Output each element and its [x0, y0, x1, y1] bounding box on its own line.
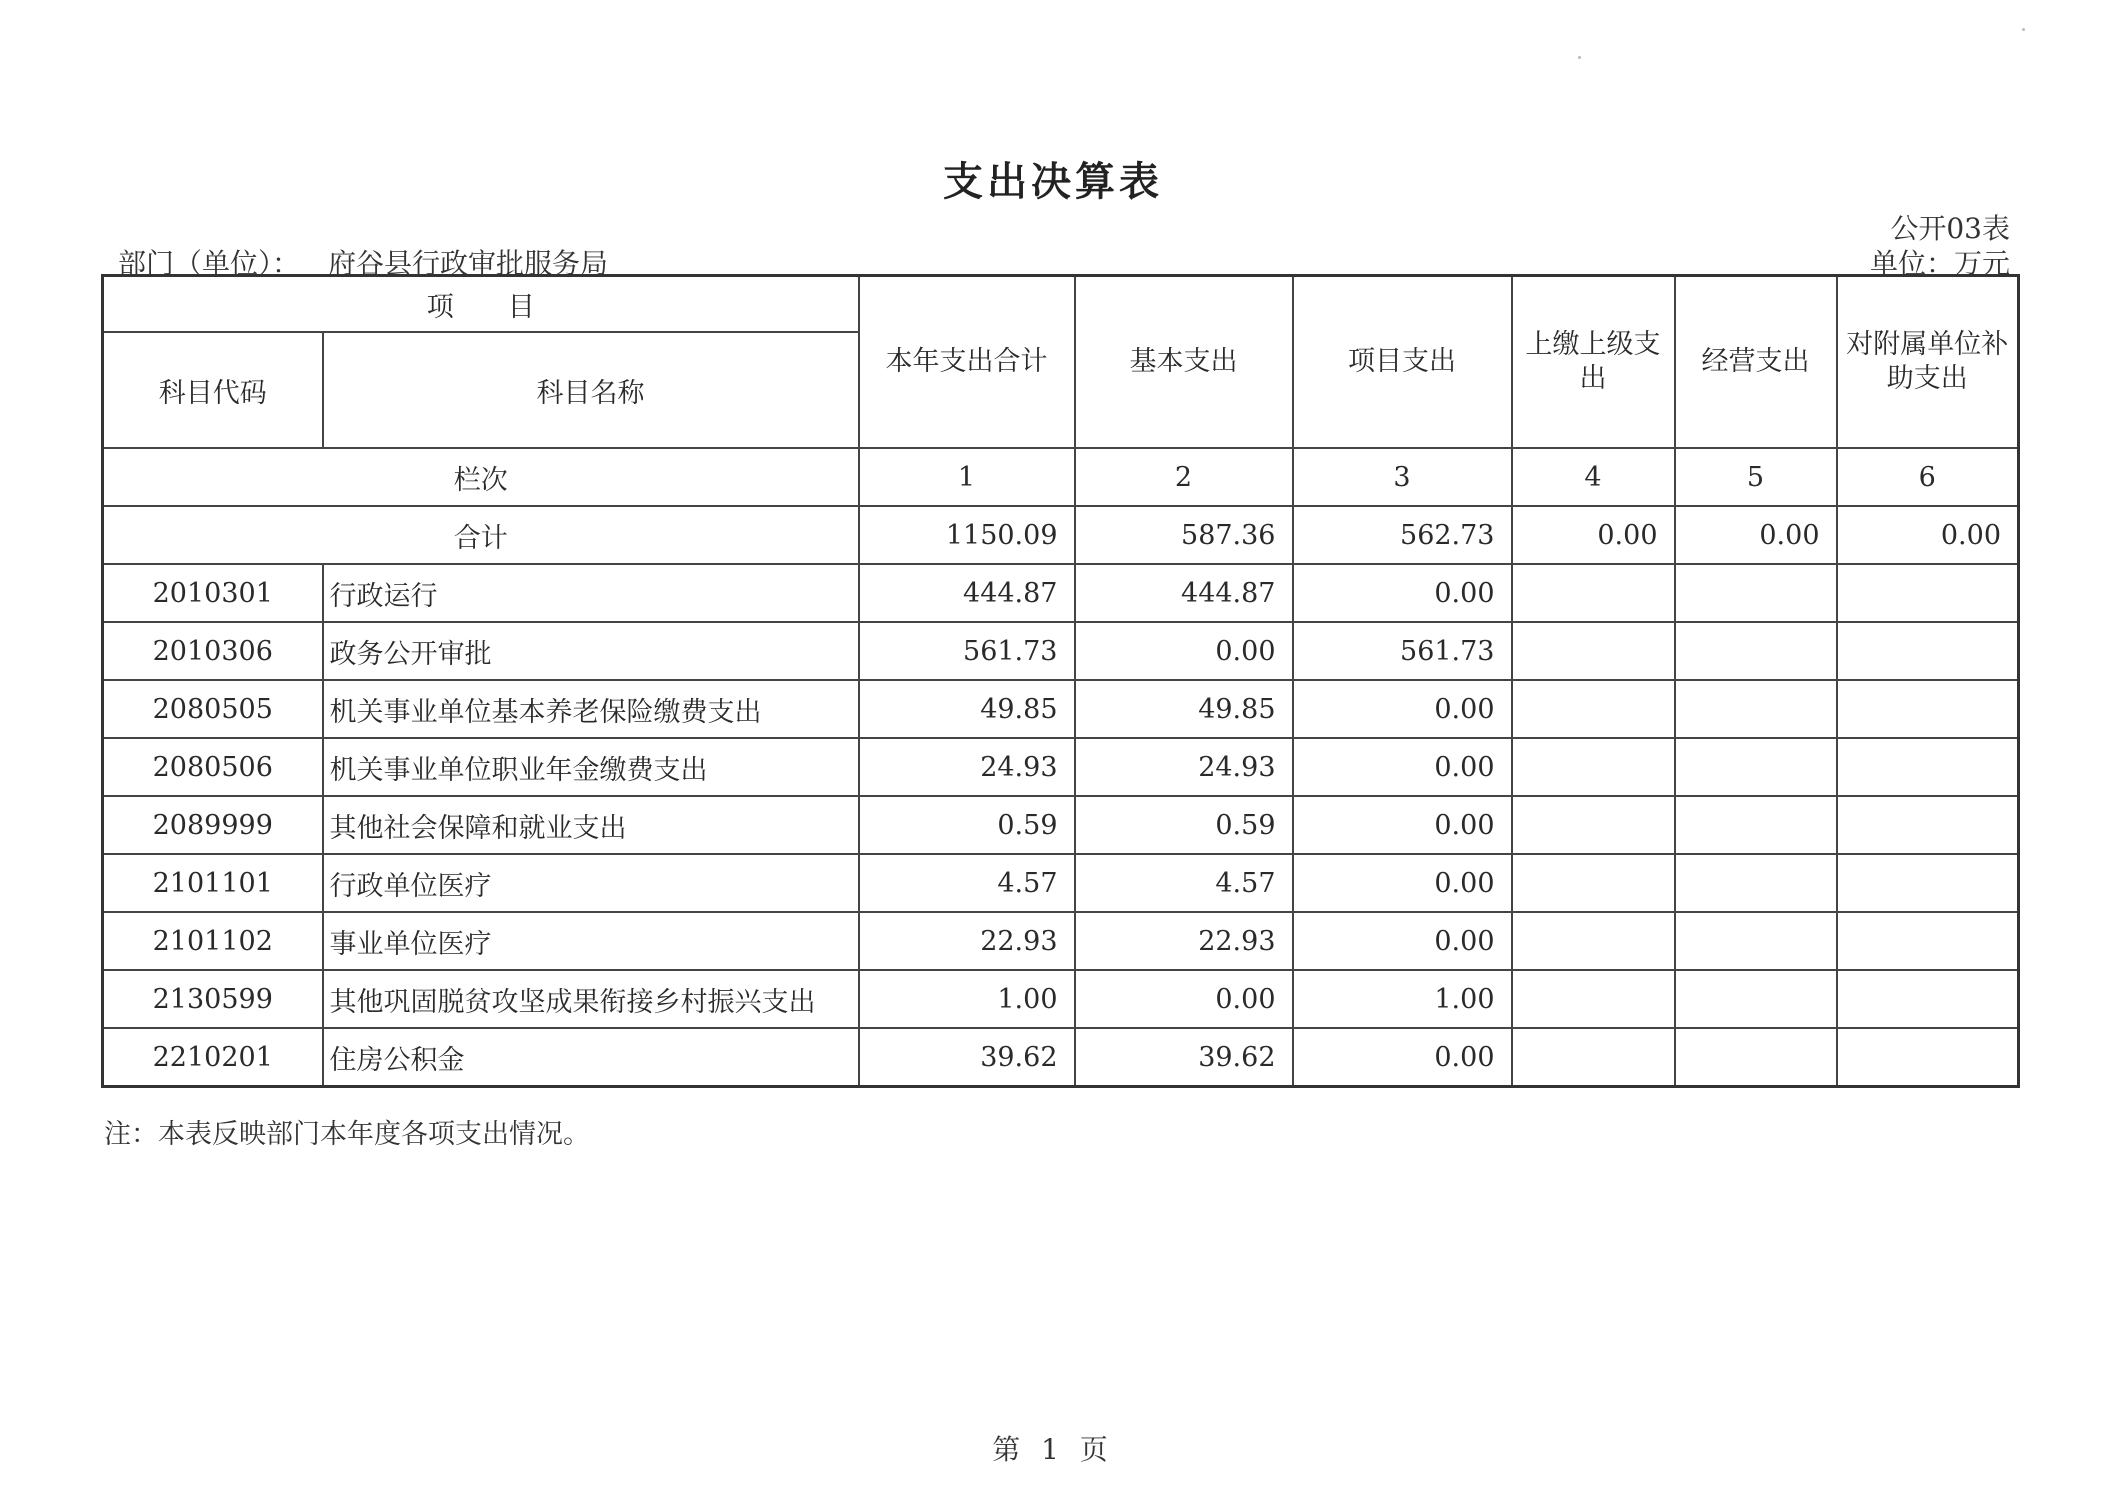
row-project: 0.00 [1293, 564, 1512, 622]
page-number: 第 1 页 [992, 1433, 1114, 1466]
row-project: 561.73 [1293, 622, 1512, 680]
row-project: 0.00 [1293, 738, 1512, 796]
row-project: 0.00 [1293, 796, 1512, 854]
row-total: 1.00 [859, 970, 1075, 1028]
total-row [103, 506, 2019, 564]
row-basic: 49.85 [1075, 680, 1293, 738]
row-total: 24.93 [859, 738, 1075, 796]
row-basic: 444.87 [1075, 564, 1293, 622]
row-name: 行政单位医疗 [323, 854, 859, 912]
form-number: 公开03表 [1890, 212, 2010, 245]
row-empty-cell [1675, 854, 1837, 912]
row-basic: 22.93 [1075, 912, 1293, 970]
row-empty-cell [1512, 564, 1675, 622]
row-empty-cell [1675, 912, 1837, 970]
row-code: 2080506 [103, 738, 323, 796]
row-empty-cell [1675, 796, 1837, 854]
row-code: 2080505 [103, 680, 323, 738]
row-empty-cell [1512, 738, 1675, 796]
row-empty-cell [1837, 970, 2019, 1028]
scan-speck [2022, 28, 2025, 31]
column-number: 2 [1075, 448, 1293, 506]
table-row [103, 970, 2019, 1028]
header-col6: 对附属单位补助支出 [1837, 276, 2019, 449]
row-code: 2089999 [103, 796, 323, 854]
row-empty-cell [1512, 854, 1675, 912]
header-col3: 项目支出 [1293, 276, 1512, 449]
department-name: 府谷县行政审批服务局 [328, 247, 609, 280]
header-code: 科目代码 [103, 332, 323, 448]
row-empty-cell [1675, 970, 1837, 1028]
row-total: 39.62 [859, 1028, 1075, 1087]
row-empty-cell [1837, 796, 2019, 854]
header-col1: 本年支出合计 [859, 276, 1075, 449]
expenditure-table [101, 274, 2020, 1088]
scan-speck [1578, 56, 1581, 59]
total-value: 1150.09 [859, 506, 1075, 564]
column-number: 4 [1512, 448, 1675, 506]
row-code: 2101102 [103, 912, 323, 970]
row-basic: 0.59 [1075, 796, 1293, 854]
total-value: 587.36 [1075, 506, 1293, 564]
table-row [103, 738, 2019, 796]
header-col4: 上缴上级支出 [1512, 276, 1675, 449]
department-label: 部门（单位）： [118, 247, 301, 280]
row-basic: 0.00 [1075, 622, 1293, 680]
table-note: 注：本表反映部门本年度各项支出情况。 [104, 1119, 590, 1150]
row-basic: 4.57 [1075, 854, 1293, 912]
row-name: 住房公积金 [323, 1028, 859, 1087]
total-value: 0.00 [1837, 506, 2019, 564]
row-empty-cell [1837, 738, 2019, 796]
row-name: 其他社会保障和就业支出 [323, 796, 859, 854]
header-row-1 [103, 276, 2019, 333]
header-project: 项 目 [103, 276, 859, 333]
row-project: 0.00 [1293, 1028, 1512, 1087]
row-project: 0.00 [1293, 854, 1512, 912]
row-empty-cell [1675, 564, 1837, 622]
column-number: 5 [1675, 448, 1837, 506]
row-code: 2010306 [103, 622, 323, 680]
table-row [103, 680, 2019, 738]
row-project: 0.00 [1293, 912, 1512, 970]
page-title: 支出决算表 [943, 158, 1163, 205]
header-name: 科目名称 [323, 332, 859, 448]
row-basic: 0.00 [1075, 970, 1293, 1028]
row-name: 事业单位医疗 [323, 912, 859, 970]
total-value: 0.00 [1512, 506, 1675, 564]
table-row [103, 622, 2019, 680]
row-empty-cell [1837, 622, 2019, 680]
row-code: 2210201 [103, 1028, 323, 1087]
column-number-row [103, 448, 2019, 506]
row-empty-cell [1675, 1028, 1837, 1087]
row-total: 444.87 [859, 564, 1075, 622]
row-empty-cell [1837, 680, 2019, 738]
row-empty-cell [1675, 738, 1837, 796]
row-empty-cell [1512, 912, 1675, 970]
row-empty-cell [1837, 854, 2019, 912]
row-empty-cell [1512, 1028, 1675, 1087]
row-name: 机关事业单位职业年金缴费支出 [323, 738, 859, 796]
row-empty-cell [1512, 680, 1675, 738]
row-name: 政务公开审批 [323, 622, 859, 680]
column-row-label: 栏次 [103, 448, 859, 506]
table-row [103, 564, 2019, 622]
header-col5: 经营支出 [1675, 276, 1837, 449]
table-row [103, 796, 2019, 854]
total-value: 0.00 [1675, 506, 1837, 564]
unit-label: 单位：万元 [1869, 247, 2010, 280]
row-basic: 24.93 [1075, 738, 1293, 796]
row-total: 561.73 [859, 622, 1075, 680]
header-col2: 基本支出 [1075, 276, 1293, 449]
row-empty-cell [1837, 564, 2019, 622]
row-total: 0.59 [859, 796, 1075, 854]
total-label: 合计 [103, 506, 859, 564]
table-row [103, 912, 2019, 970]
row-name: 行政运行 [323, 564, 859, 622]
table-row [103, 1028, 2019, 1087]
row-empty-cell [1512, 970, 1675, 1028]
total-value: 562.73 [1293, 506, 1512, 564]
row-name: 机关事业单位基本养老保险缴费支出 [323, 680, 859, 738]
row-empty-cell [1675, 680, 1837, 738]
row-total: 22.93 [859, 912, 1075, 970]
row-empty-cell [1675, 622, 1837, 680]
row-empty-cell [1837, 1028, 2019, 1087]
row-code: 2101101 [103, 854, 323, 912]
column-number: 3 [1293, 448, 1512, 506]
row-project: 0.00 [1293, 680, 1512, 738]
row-empty-cell [1837, 912, 2019, 970]
row-basic: 39.62 [1075, 1028, 1293, 1087]
row-empty-cell [1512, 622, 1675, 680]
row-code: 2130599 [103, 970, 323, 1028]
column-number: 6 [1837, 448, 2019, 506]
row-code: 2010301 [103, 564, 323, 622]
row-name: 其他巩固脱贫攻坚成果衔接乡村振兴支出 [323, 970, 859, 1028]
row-project: 1.00 [1293, 970, 1512, 1028]
row-total: 4.57 [859, 854, 1075, 912]
row-total: 49.85 [859, 680, 1075, 738]
row-empty-cell [1512, 796, 1675, 854]
column-number: 1 [859, 448, 1075, 506]
table-row [103, 854, 2019, 912]
